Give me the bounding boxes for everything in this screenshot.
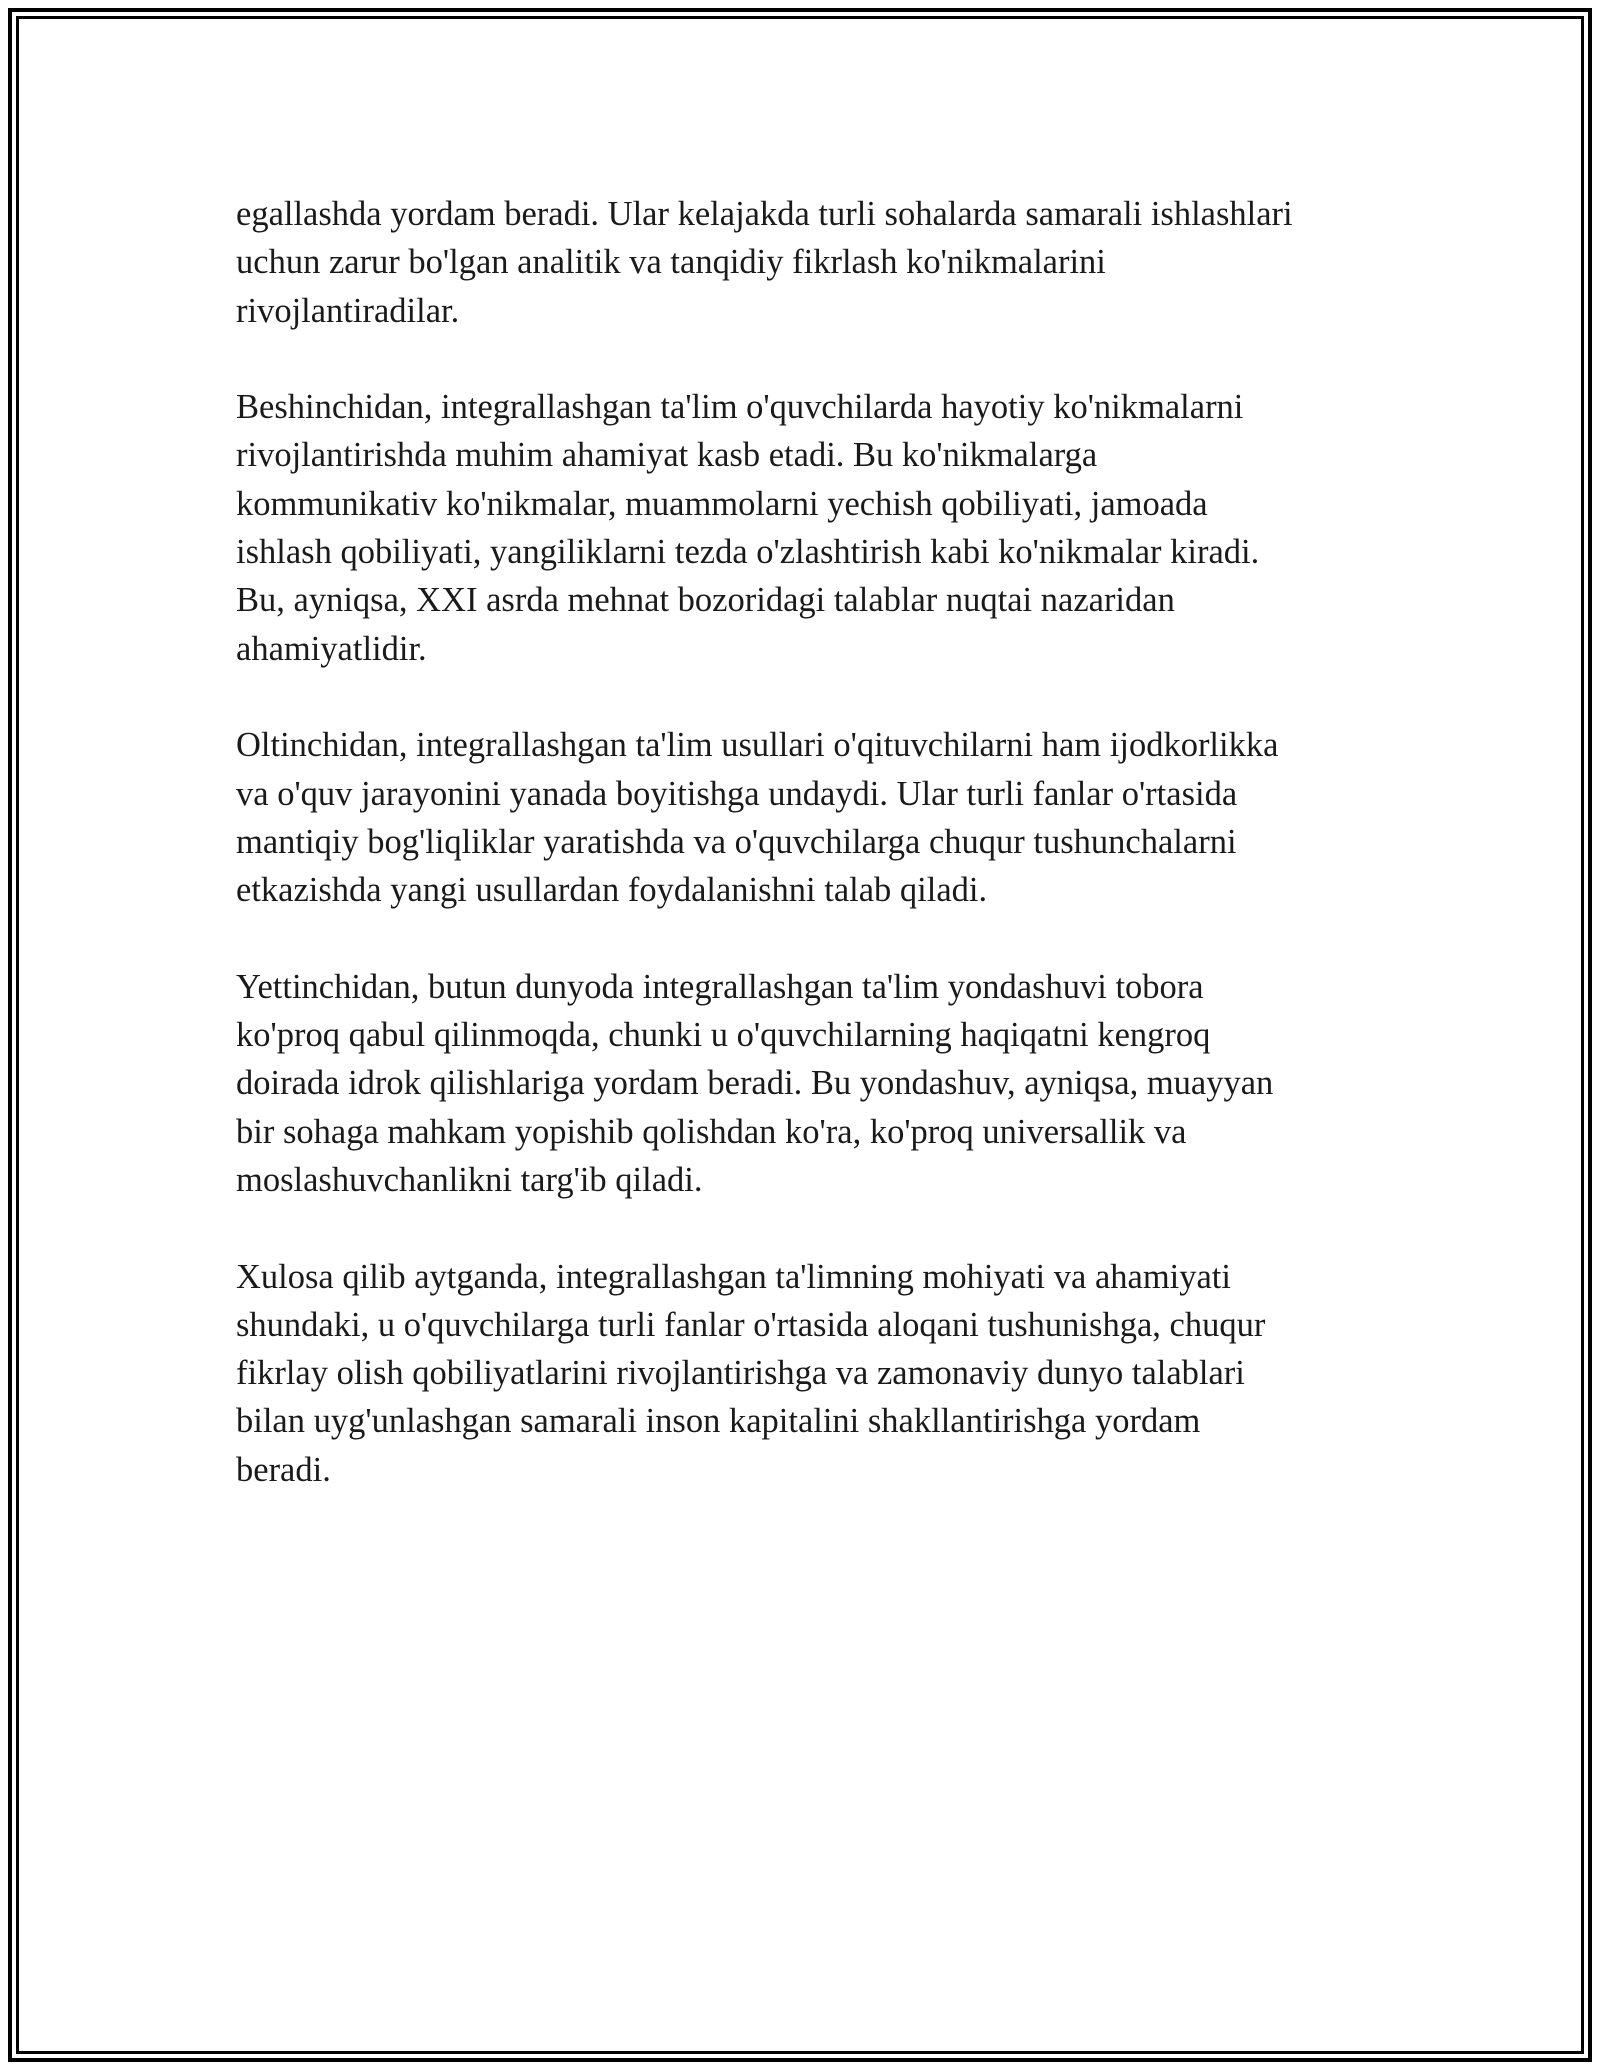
paragraph-conclusion: Xulosa qilib aytganda, integrallashgan ta'limning mohiyati va ahamiyati shundaki, u o'quvchilarga turli fanlar o'rtasida aloqani tushunishga, chuqur fikrlay olish qobiliyatlarini rivojlantirishga va zamonaviy dunyo talablari bilan uyg'unlashgan samarali inson kapitalini shakllantirishga yordam beradi. <box>236 1257 1266 1489</box>
paragraph-fifth-point: Beshinchidan, integrallashgan ta'lim o'quvchilarda hayotiy ko'nikmalarni rivojlantirishda muhim ahamiyat kasb etadi. Bu ko'nikmalarga kommunikativ ko'nikmalar, muammolarni yechish qobiliyati, jamoada ishlash qobiliyati, yangiliklarni tezda o'zlashtirish kabi ko'nikmalar kiradi. Bu, ayniqsa, XXI asrda mehnat bozoridagi talablar nuqtai nazaridan ahamiyatlidir. <box>236 388 1260 668</box>
paragraph-seventh-point: Yettinchidan, butun dunyoda integrallashgan ta'lim yondashuvi tobora ko'proq qabul qilinmoqda, chunki u o'quvchilarning haqiqatni kengroq doirada idrok qilishlariga yordam beradi. Bu yondashuv, ayniqsa, muayyan bir sohaga mahkam yopishib qolishdan ko'ra, ko'proq universallik va moslashuvchanlikni targ'ib qiladi. <box>236 967 1274 1199</box>
paragraph-sixth-point: Oltinchidan, integrallashgan ta'lim usullari o'qituvchilarni ham ijodkorlikka va o'quv jarayonini yanada boyitishga undaydi. Ular turli fanlar o'rtasida mantiqiy bog'liqliklar yaratishda va o'quvchilarga chuqur tushunchalarni etkazishda yangi usullardan foydalanishni talab qiladi. <box>236 726 1279 910</box>
document-body <box>236 190 1376 1494</box>
paragraph-continuation: egallashda yordam beradi. Ular kelajakda turli sohalarda samarali ishlashlari uchun zarur bo'lgan analitik va tanqidiy fikrlash ko'nikmalarini rivojlantiradilar. <box>236 195 1293 330</box>
